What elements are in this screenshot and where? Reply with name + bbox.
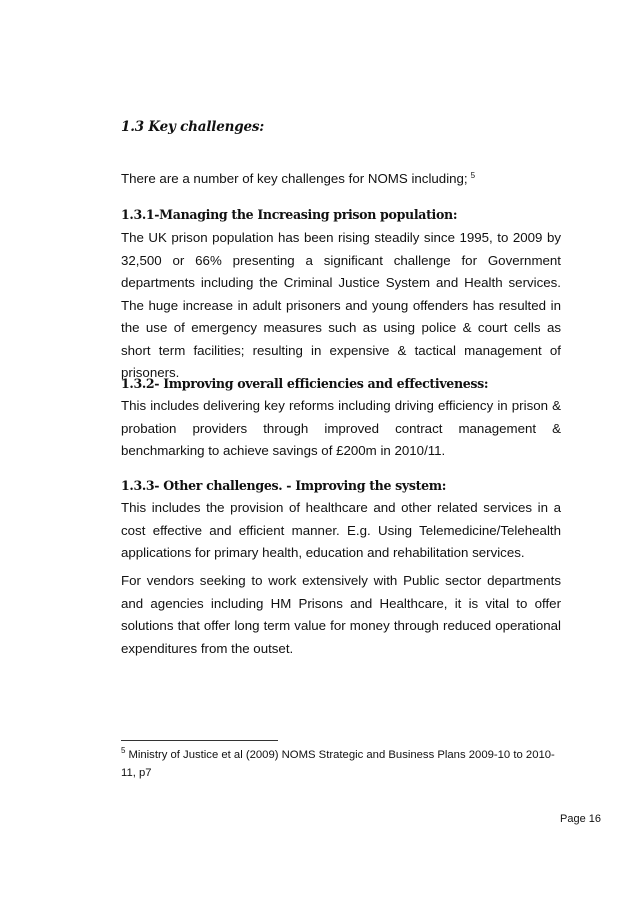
footnote-ref: 5: [470, 171, 476, 180]
footnote-number: 5: [121, 746, 126, 755]
subsection-heading-3: 1.3.3- Other challenges. - Improving the system:: [121, 478, 447, 493]
subsection-heading-1: 1.3.1-Managing the Increasing prison population:: [121, 207, 458, 222]
subsection-paragraph-3: This includes the provision of healthcare and other related services in a cost effective and efficient manner. E.g. Using Telemedicine/Telehealth applications for primary health, education and rehabilitation services.: [121, 500, 561, 560]
page-number: Page 16: [560, 813, 601, 825]
intro-line: [121, 171, 561, 186]
footnote-divider: [121, 740, 278, 741]
section-title: 1.3 Key challenges:: [121, 119, 265, 135]
footnote-text: Ministry of Justice et al (2009) NOMS Strategic and Business Plans 2009-10 to 2010-11, p7: [121, 749, 555, 779]
intro-text: There are a number of key challenges for NOMS including;: [121, 171, 468, 186]
closing-paragraph: For vendors seeking to work extensively with Public sector departments and agencies including HM Prisons and Healthcare, it is vital to offer solutions that offer long term value for money through reduced operational expenditures from the outset.: [121, 573, 561, 656]
subsection-heading-2: 1.3.2- Improving overall efficiencies and effectiveness:: [121, 376, 489, 391]
footnote: [121, 742, 561, 782]
subsection-paragraph-2: This includes delivering key reforms including driving efficiency in prison & probation providers through improved contract management & benchmarking to achieve savings of £200m in 2010/11.: [121, 398, 561, 458]
subsection-paragraph-1: The UK prison population has been rising steadily since 1995, to 2009 by 32,500 or 66% presenting a significant challenge for Government departments including the Criminal Justice System and Health services. The huge increase in adult prisoners and young offenders has resulted in the use of emergency measures such as using police & court cells as short term facilities; resulting in expensive & tactical management of prisoners.: [121, 230, 561, 380]
